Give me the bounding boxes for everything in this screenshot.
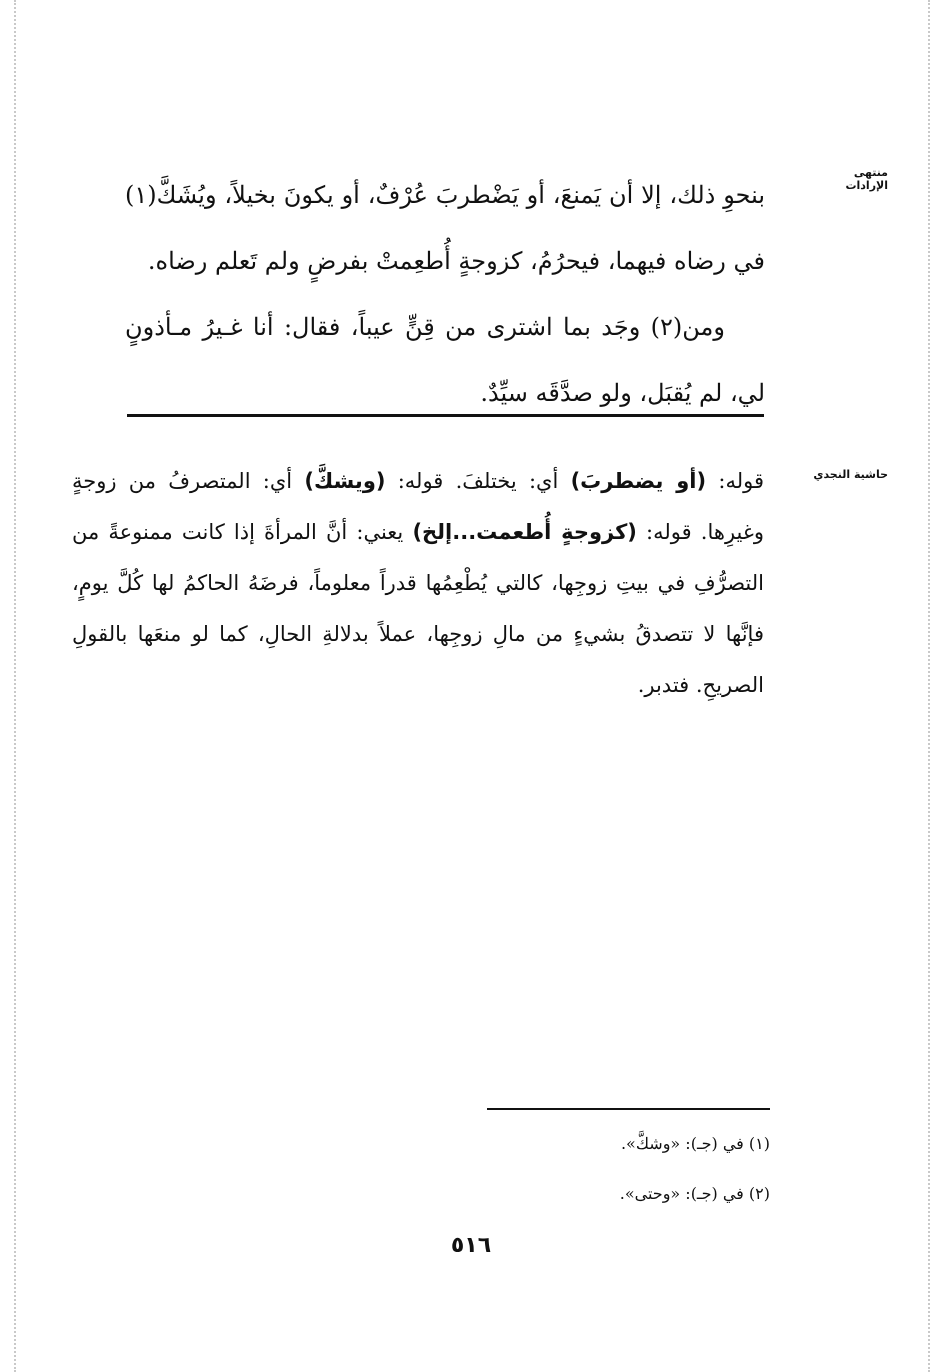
- section-divider: [127, 414, 764, 417]
- hashiya-gloss-1: أي: يختلفَ. قوله:: [385, 469, 571, 493]
- side-label-main: منتهى الإرادات: [845, 166, 888, 192]
- footnote-1: (١) في (جـ): «وشكَّ».: [620, 1134, 770, 1153]
- scan-border-right: [928, 0, 930, 1372]
- scan-border-left: [14, 0, 16, 1372]
- footnote-2: (٢) في (جـ): «وحتى».: [619, 1184, 770, 1203]
- hashiya-text: [72, 456, 764, 711]
- main-paragraph-1: بنحوِ ذلك، إلا أن يَمنعَ، أو يَضْطربَ عُرْفٌ، أو يكونَ بخيلاً، ويُشَكَّ(١) في رضاه فيهما، فيحرُمُ، كزوجةٍ أُطعِمتْ بفرضٍ ولم تَعلم رضاه.: [125, 181, 765, 275]
- footnotes: [440, 1125, 770, 1225]
- hashiya-gloss-3: يعني: أنَّ المرأةَ إذا كانت ممنوعةً من التصرُّفِ في بيتِ زوجِها، كالتي يُطْعِمُها قدراً معلوماً، فرضَهُ الحاكمُ لها كُلَّ يومٍ، فإنَّها لا تتصدقُ بشيءٍ من مالِ زوجِها، عملاً بدلالةِ الحالِ، كما لو منعَها بالقولِ الصريحِ. فتدبر.: [72, 520, 764, 697]
- hashiya-lemma-3: (كزوجةٍ أُطعمت...إلخ): [412, 520, 637, 544]
- hashiya-lemma-1: (أو يضطربَ): [570, 469, 707, 493]
- page-number: ٥١٦: [450, 1233, 492, 1258]
- main-text: [125, 162, 765, 426]
- main-paragraph-2: ومن(٢) وجَد بما اشترى من قِنٍّ عيباً، فقال: أنا غـيرُ مـأذونٍ لي، لم يُقبَل، ولو صدَّقَه سيِّدٌ.: [125, 313, 765, 407]
- hashiya-gloss-2: أي: المتصرفُ من زوجةٍ وغيرِها. قوله:: [72, 469, 765, 544]
- footnote-rule: [487, 1108, 770, 1110]
- hashiya-lemma-2: (ويشكَّ): [304, 469, 386, 493]
- hashiya-label-1: قوله:: [718, 469, 764, 493]
- side-label-hashiya: حاشية النجدي: [813, 468, 888, 481]
